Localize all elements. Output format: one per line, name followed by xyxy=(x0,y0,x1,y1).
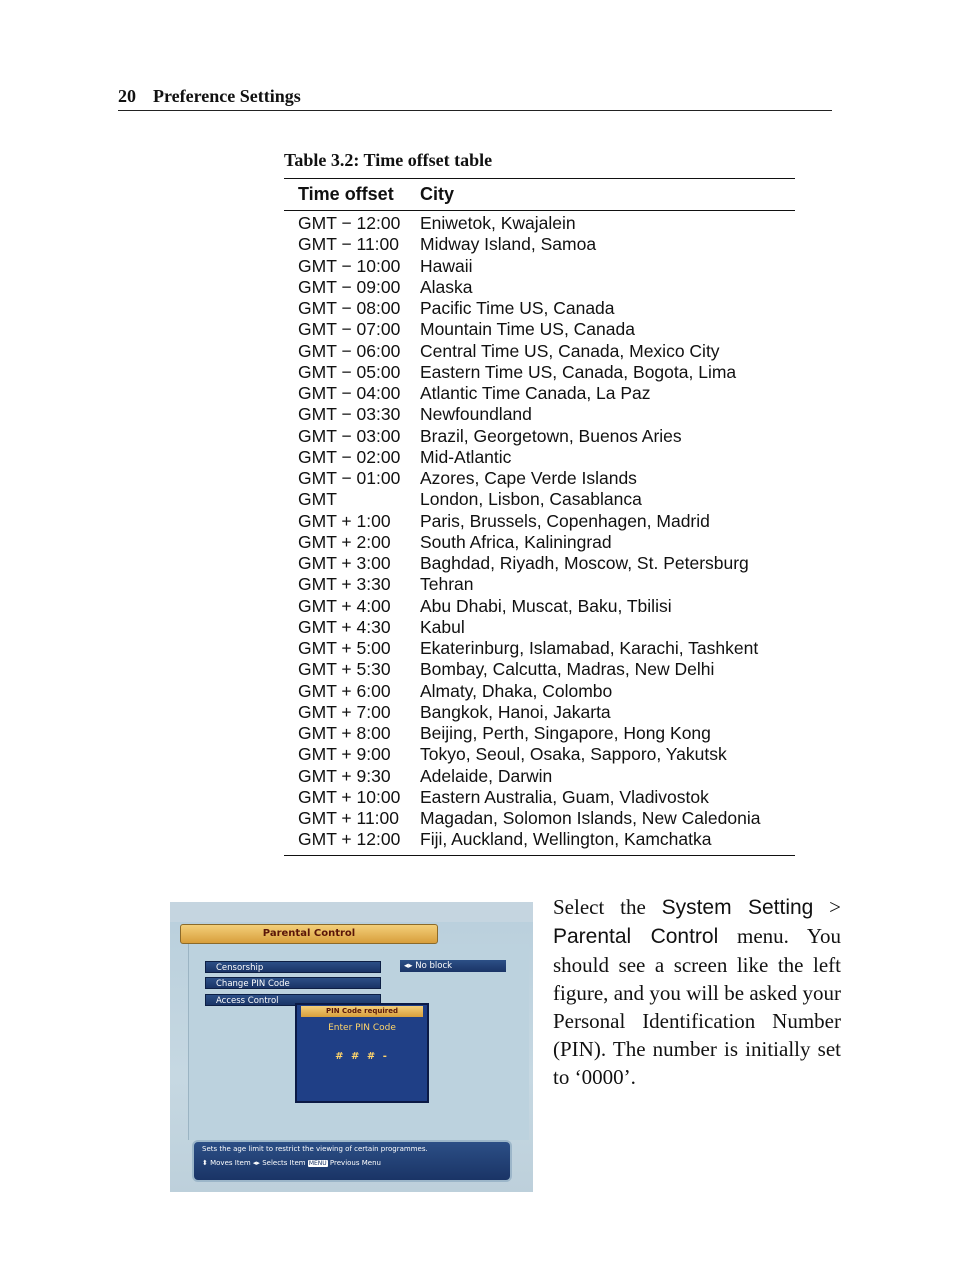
city-cell: Abu Dhabi, Muscat, Baku, Tbilisi xyxy=(420,595,672,616)
column-header-city: City xyxy=(420,184,455,204)
city-cell: Fiji, Auckland, Wellington, Kamchatka xyxy=(420,829,712,850)
city-cell: London, Lisbon, Casablanca xyxy=(420,489,642,510)
time-offset-cell: GMT − 02:00 xyxy=(298,446,401,467)
time-offset-cell: GMT + 3:00 xyxy=(298,553,391,574)
city-cell: Tehran xyxy=(420,574,474,595)
table-row xyxy=(284,702,795,723)
time-offset-cell: GMT − 07:00 xyxy=(298,319,401,340)
time-offset-cell: GMT + 5:30 xyxy=(298,659,391,680)
city-cell: Eastern Time US, Canada, Bogota, Lima xyxy=(420,361,737,382)
help-previous: Previous Menu xyxy=(329,1159,381,1167)
table-row xyxy=(284,766,795,787)
table-row xyxy=(284,787,795,808)
city-cell: Brazil, Georgetown, Buenos Aries xyxy=(420,425,682,446)
table-row xyxy=(284,617,795,638)
instruction-paragraph xyxy=(553,893,841,1091)
time-offset-cell: GMT + 7:00 xyxy=(298,701,391,722)
censorship-value xyxy=(400,960,506,972)
menu-item-change-pin: Change PIN Code xyxy=(205,977,381,989)
city-cell: Tokyo, Seoul, Osaka, Sapporo, Yakutsk xyxy=(420,744,727,765)
help-moves: Moves Item xyxy=(210,1159,251,1167)
city-cell: Azores, Cape Verde Islands xyxy=(420,468,637,489)
time-offset-cell: GMT + 4:00 xyxy=(298,595,391,616)
time-offset-cell: GMT − 09:00 xyxy=(298,276,401,297)
table-row xyxy=(284,681,795,702)
city-cell: Paris, Brussels, Copenhagen, Madrid xyxy=(420,510,710,531)
table-row xyxy=(284,383,795,404)
time-offset-table xyxy=(284,178,795,856)
city-cell: Bangkok, Hanoi, Jakarta xyxy=(420,701,611,722)
table-row xyxy=(284,362,795,383)
help-selects: Selects Item xyxy=(262,1159,306,1167)
up-down-arrows-icon: ⬍ xyxy=(202,1159,208,1167)
city-cell: Mid-Atlantic xyxy=(420,446,512,467)
time-offset-cell: GMT − 04:00 xyxy=(298,383,401,404)
table-row xyxy=(284,596,795,617)
city-cell: Atlantic Time Canada, La Paz xyxy=(420,383,651,404)
censorship-value-text: No block xyxy=(415,961,453,971)
time-offset-cell: GMT + 8:00 xyxy=(298,723,391,744)
table-row xyxy=(284,489,795,510)
menu-item-access-control: Access Control xyxy=(205,994,381,1006)
table-row xyxy=(284,744,795,765)
time-offset-cell: GMT + 2:00 xyxy=(298,531,391,552)
city-cell: Adelaide, Darwin xyxy=(420,765,553,786)
time-offset-cell: GMT + 1:00 xyxy=(298,510,391,531)
menu-name-parental-control: Parental Control xyxy=(553,925,719,948)
table-row xyxy=(284,426,795,447)
time-offset-cell: GMT + 9:00 xyxy=(298,744,391,765)
time-offset-cell: GMT − 01:00 xyxy=(298,468,401,489)
page-number: 20 xyxy=(118,86,136,106)
table-row xyxy=(284,277,795,298)
city-cell: Beijing, Perth, Singapore, Hong Kong xyxy=(420,723,711,744)
pin-dialog-title: PIN Code required xyxy=(301,1006,423,1017)
screen-top-bar xyxy=(170,902,533,922)
time-offset-cell: GMT − 08:00 xyxy=(298,298,401,319)
table-row xyxy=(284,256,795,277)
city-cell: Eniwetok, Kwajalein xyxy=(420,213,576,234)
city-cell: Central Time US, Canada, Mexico City xyxy=(420,340,720,361)
instruction-text-2: menu. You should see a screen like the left figure, and you will be asked your Personal Identification Number (PIN). The number is initially set to ‘0000’. xyxy=(553,924,841,1089)
column-header-time-offset: Time offset xyxy=(298,184,394,204)
section-title: Preference Settings xyxy=(153,86,301,106)
city-cell: Pacific Time US, Canada xyxy=(420,298,615,319)
help-bar xyxy=(192,1140,512,1182)
time-offset-cell: GMT + 12:00 xyxy=(298,829,401,850)
menu-item-censorship: Censorship xyxy=(205,961,381,973)
city-cell: Eastern Australia, Guam, Vladivostok xyxy=(420,786,709,807)
instruction-text-1: Select the xyxy=(553,895,662,919)
time-offset-cell: GMT − 03:30 xyxy=(298,404,401,425)
parental-control-screenshot xyxy=(170,902,533,1192)
time-offset-cell: GMT xyxy=(298,489,337,510)
pin-dialog-prompt: Enter PIN Code xyxy=(328,1023,396,1033)
parental-control-tab: Parental Control xyxy=(180,924,438,944)
table-row xyxy=(284,341,795,362)
table-row xyxy=(284,298,795,319)
table-row xyxy=(284,532,795,553)
table-row xyxy=(284,659,795,680)
table-header xyxy=(284,179,795,211)
table-row xyxy=(284,447,795,468)
time-offset-cell: GMT + 9:30 xyxy=(298,765,391,786)
city-cell: Almaty, Dhaka, Colombo xyxy=(420,680,613,701)
table-row xyxy=(284,468,795,489)
city-cell: Mountain Time US, Canada xyxy=(420,319,635,340)
time-offset-cell: GMT − 10:00 xyxy=(298,255,401,276)
table-row xyxy=(284,574,795,595)
table-row xyxy=(284,511,795,532)
city-cell: Alaska xyxy=(420,276,473,297)
city-cell: South Africa, Kaliningrad xyxy=(420,531,612,552)
time-offset-cell: GMT − 03:00 xyxy=(298,425,401,446)
table-row xyxy=(284,638,795,659)
time-offset-cell: GMT − 05:00 xyxy=(298,361,401,382)
table-row xyxy=(284,553,795,574)
table-row xyxy=(284,213,795,234)
city-cell: Hawaii xyxy=(420,255,473,276)
time-offset-cell: GMT − 11:00 xyxy=(298,234,400,255)
city-cell: Bombay, Calcutta, Madras, New Delhi xyxy=(420,659,715,680)
menu-separator: > xyxy=(813,895,842,919)
menu-key-icon: MENU xyxy=(308,1160,327,1167)
menu-name-system-setting: System Setting xyxy=(661,896,814,919)
page-header xyxy=(118,86,832,111)
pin-dialog xyxy=(295,1003,429,1103)
left-right-arrows-icon: ◂▸ xyxy=(404,961,413,971)
left-right-arrows-icon: ◂▸ xyxy=(252,1159,260,1167)
table-row xyxy=(284,808,795,829)
help-description: Sets the age limit to restrict the viewing of certain programmes. xyxy=(202,1145,428,1153)
help-keys xyxy=(202,1159,502,1167)
city-cell: Baghdad, Riyadh, Moscow, St. Petersburg xyxy=(420,553,749,574)
table-caption: Table 3.2: Time offset table xyxy=(284,150,493,170)
city-cell: Newfoundland xyxy=(420,404,532,425)
table-row xyxy=(284,723,795,744)
city-cell: Midway Island, Samoa xyxy=(420,234,597,255)
time-offset-cell: GMT + 6:00 xyxy=(298,680,391,701)
time-offset-cell: GMT − 06:00 xyxy=(298,340,401,361)
time-offset-cell: GMT + 3:30 xyxy=(298,574,391,595)
time-offset-cell: GMT − 12:00 xyxy=(298,213,401,234)
table-row xyxy=(284,234,795,255)
table-body xyxy=(284,211,795,855)
time-offset-cell: GMT + 4:30 xyxy=(298,616,391,637)
time-offset-cell: GMT + 10:00 xyxy=(298,786,401,807)
time-offset-cell: GMT + 5:00 xyxy=(298,638,391,659)
table-row xyxy=(284,829,795,850)
city-cell: Ekaterinburg, Islamabad, Karachi, Tashkent xyxy=(420,638,759,659)
time-offset-cell: GMT + 11:00 xyxy=(298,808,400,829)
city-cell: Kabul xyxy=(420,616,465,637)
pin-display: # # # - xyxy=(335,1051,389,1062)
table-row xyxy=(284,404,795,425)
table-row xyxy=(284,319,795,340)
city-cell: Magadan, Solomon Islands, New Caledonia xyxy=(420,808,761,829)
